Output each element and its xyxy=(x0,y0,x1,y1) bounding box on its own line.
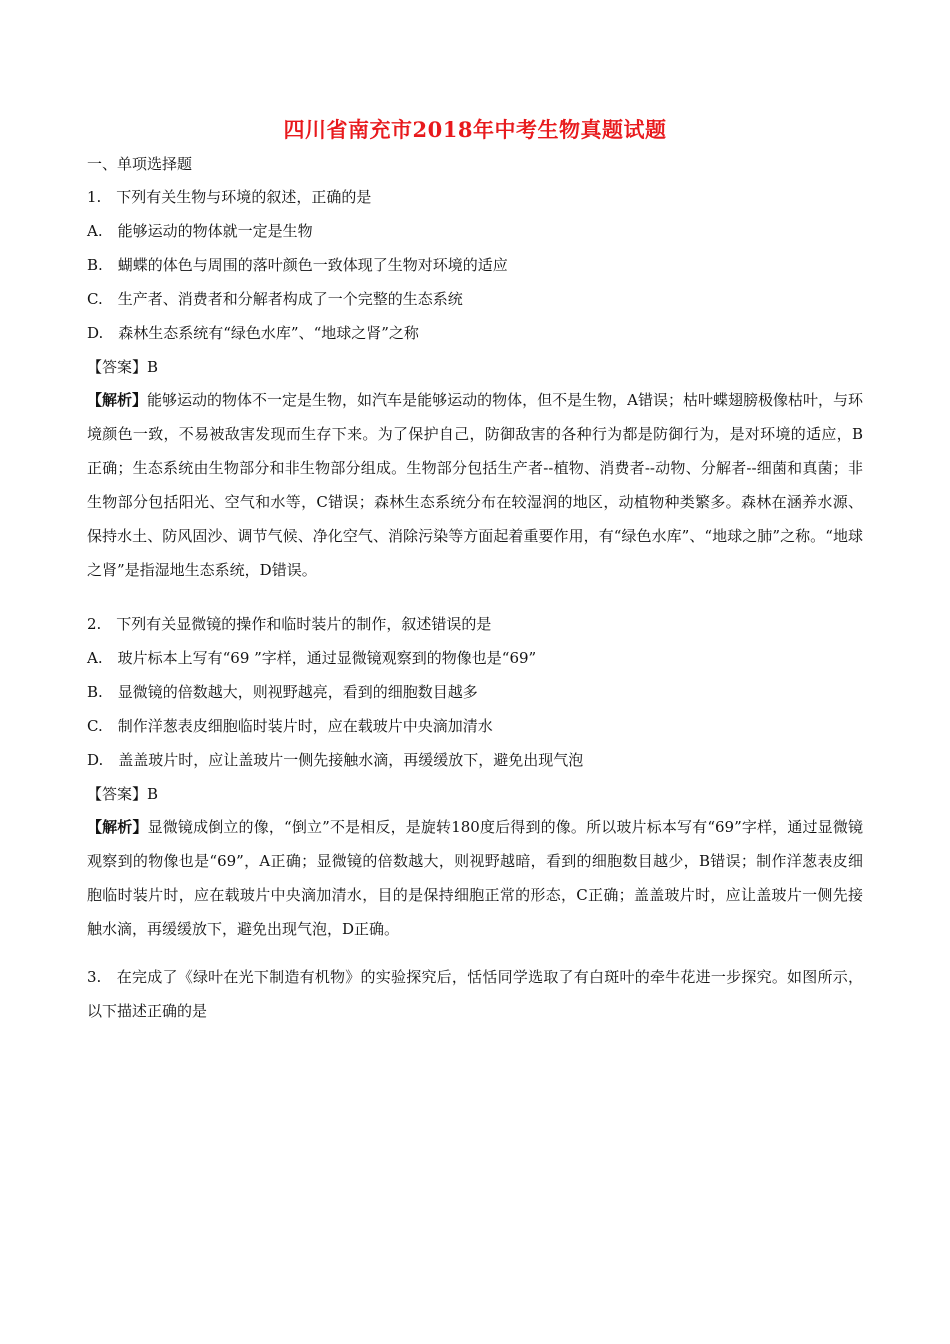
question-2-option-b: B. 显微镜的倍数越大，则视野越亮，看到的细胞数目越多 xyxy=(87,683,478,701)
section-heading: 一、单项选择题 xyxy=(87,155,193,173)
analysis-text: 显微镜成倒立的像，“倒立”不是相反，是旋转180度后得到的像。所以玻片标本写有“69”字样，通过显微镜观察到的物像也是“69”，A正确；显微镜的倍数越大，则视野越暗，看到的细胞数目越少，B错误；制作洋葱表皮细胞临时装片时，应在载玻片中央滴加清水，目的是保持细胞正常的形态，C正确；盖盖玻片时，应让盖玻片一侧先接触水滴，再缓缓放下，避免出现气泡，D正确。 xyxy=(87,818,863,938)
answer-label: 【答案】 xyxy=(87,785,148,803)
answer-value: B xyxy=(147,785,159,803)
question-2-analysis xyxy=(87,810,863,946)
analysis-label: 【解析】 xyxy=(87,391,148,409)
question-1-option-c: C. 生产者、消费者和分解者构成了一个完整的生态系统 xyxy=(87,290,463,308)
question-1-analysis xyxy=(87,383,863,587)
analysis-text: 能够运动的物体不一定是生物，如汽车是能够运动的物体，但不是生物，A错误；枯叶蝶翅膀极像枯叶，与环境颜色一致，不易被敌害发现而生存下来。为了保护自己，防御敌害的各种行为都是防御行为，是对环境的适应，B正确；生态系统由生物部分和非生物部分组成。生物部分包括生产者--植物、消费者--动物、分解者--细菌和真菌；非生物部分包括阳光、空气和水等，C错误；森林生态系统分布在较湿润的地区，动植物种类繁多。森林在涵养水源、保持水土、防风固沙、调节气候、净化空气、消除污染等方面起着重要作用，有“绿色水库”、“地球之肺”之称。“地球之肾”是指湿地生态系统，D错误。 xyxy=(87,391,863,579)
question-2-option-c: C. 制作洋葱表皮细胞临时装片时，应在载玻片中央滴加清水 xyxy=(87,717,493,735)
question-2-stem: 2. 下列有关显微镜的操作和临时装片的制作，叙述错误的是 xyxy=(87,615,492,633)
answer-value: B xyxy=(147,358,159,376)
question-2-option-a: A. 玻片标本上写有“69 ”字样，通过显微镜观察到的物像也是“69” xyxy=(87,649,537,667)
document-title: 四川省南充市2018年中考生物真题试题 xyxy=(283,117,667,142)
question-1-answer xyxy=(87,357,158,377)
question-3-stem: 3. 在完成了《绿叶在光下制造有机物》的实验探究后，恬恬同学选取了有白斑叶的牵牛花进一步探究。如图所示，以下描述正确的是 xyxy=(87,968,863,1020)
answer-label: 【答案】 xyxy=(87,358,148,376)
analysis-label: 【解析】 xyxy=(87,818,148,836)
question-2-answer xyxy=(87,784,158,804)
question-1-option-b: B. 蝴蝶的体色与周围的落叶颜色一致体现了生物对环境的适应 xyxy=(87,256,508,274)
question-2-option-d: D. 盖盖玻片时，应让盖玻片一侧先接触水滴，再缓缓放下，避免出现气泡 xyxy=(87,751,584,769)
question-1-stem: 1. 下列有关生物与环境的叙述，正确的是 xyxy=(87,188,372,206)
question-1-option-d: D. 森林生态系统有“绿色水库”、“地球之肾”之称 xyxy=(87,324,419,342)
question-1-option-a: A. 能够运动的物体就一定是生物 xyxy=(87,222,313,240)
